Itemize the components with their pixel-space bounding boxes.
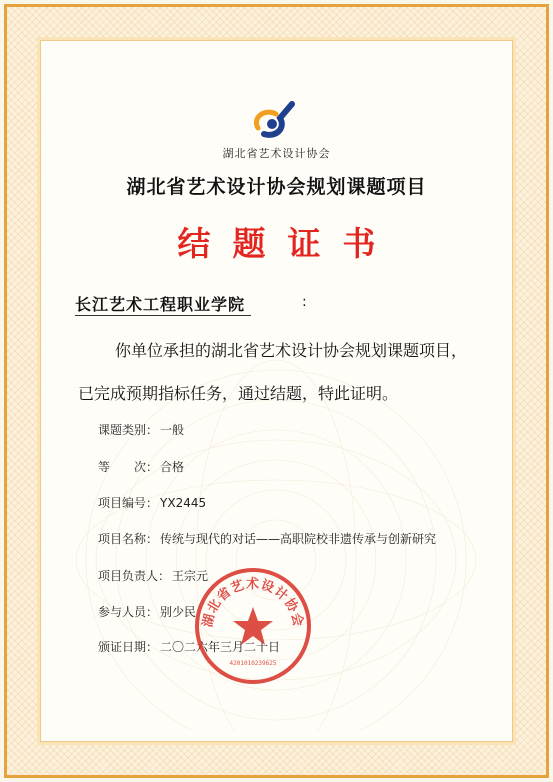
field-grade	[98, 458, 184, 475]
field-members	[98, 603, 196, 620]
field-project-name	[98, 530, 436, 547]
field-value: 王宗元	[172, 569, 209, 583]
field-label: 项目名称：	[98, 532, 159, 546]
field-project-number	[98, 494, 206, 511]
organization-heading: 湖北省艺术设计协会规划课题项目	[126, 176, 427, 198]
field-label: 项目负责人：	[98, 569, 171, 583]
field-label: 颁证日期：	[98, 640, 159, 654]
field-category	[98, 421, 184, 438]
certificate-title: 结题证书	[177, 224, 398, 263]
field-label: 课题类别：	[98, 423, 159, 437]
field-value: 二〇二六年三月二十日	[160, 640, 281, 654]
official-seal-icon	[192, 565, 314, 687]
field-label: 项目编号：	[98, 496, 159, 510]
body-paragraph-1: 你单位承担的湖北省艺术设计协会规划课题项目，	[115, 341, 468, 360]
field-value: 一般	[160, 423, 185, 437]
field-label: 参与人员：	[98, 605, 159, 619]
recipient-colon: :	[302, 294, 307, 310]
field-value: 传统与现代的对话——高职院校非遗传承与创新研究	[160, 532, 437, 546]
field-value: 别少民	[160, 605, 197, 619]
field-label: 等 次：	[98, 460, 159, 474]
seal-text: 湖北省艺术设计协会	[200, 577, 306, 629]
body-paragraph-2: 已完成预期指标任务，通过结题，特此证明。	[78, 384, 399, 403]
field-value: YX2445	[160, 496, 207, 510]
recipient-name: 长江艺术工程职业学院	[75, 292, 251, 316]
logo-caption: 湖北省艺术设计协会	[222, 147, 331, 160]
field-value: 合格	[160, 460, 185, 474]
seal-number: 4201010239625	[229, 660, 277, 667]
association-logo	[250, 100, 300, 140]
